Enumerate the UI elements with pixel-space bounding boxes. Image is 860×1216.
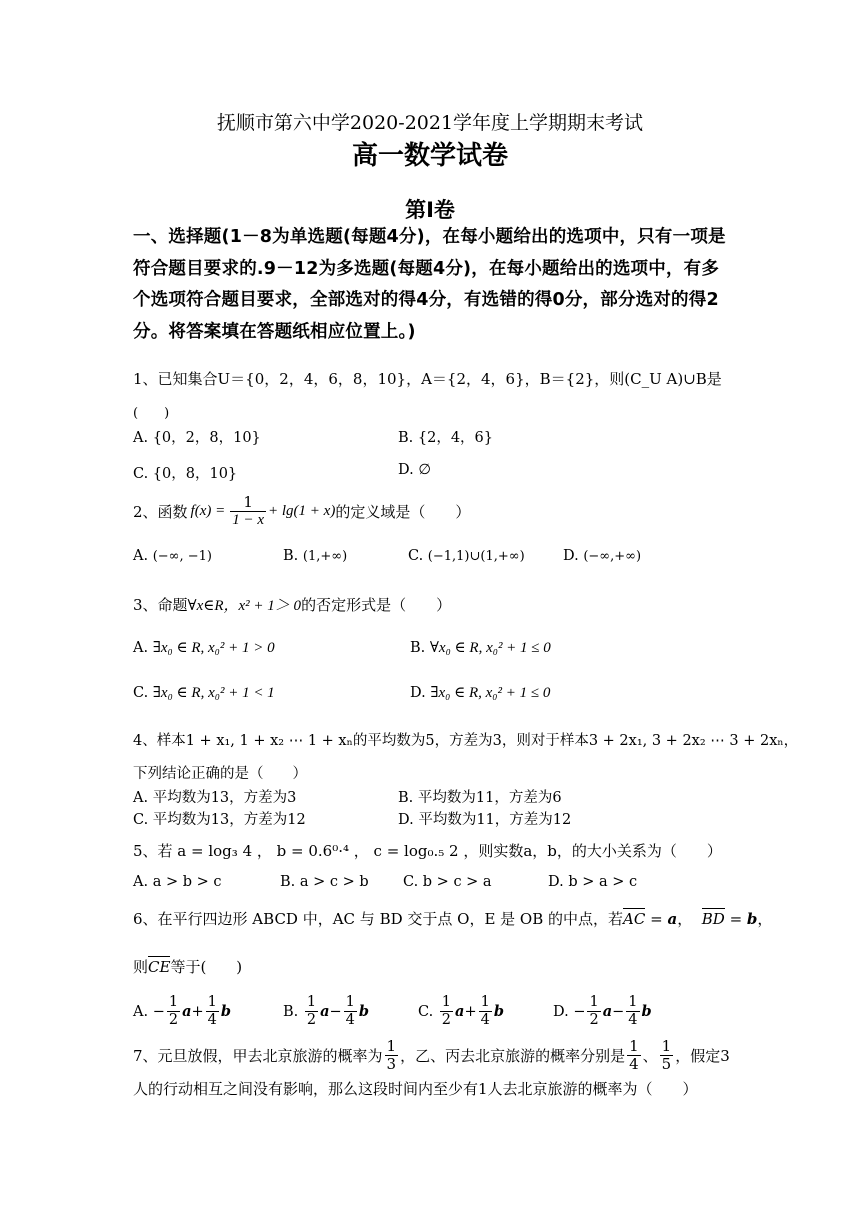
- q3-option-b: B. ∀x₀ ∈ R, x₀² + 1 ≤ 0: [410, 640, 551, 656]
- q5-option-d: D. b > a > c: [548, 874, 638, 890]
- q2-option-a: A. (−∞, −1): [133, 548, 212, 564]
- q3-stem: 3、命题∀x∈R，x² + 1＞ 0的否定形式是（ ）: [133, 596, 452, 614]
- q6-stem: 6、在平行四边形 ABCD 中，AC 与 BD 交于点 O，E 是 OB 的中点，若AC = a， BD = b，: [133, 910, 773, 928]
- q1-option-c: C. {0，8，10}: [133, 466, 238, 482]
- exam-title: 高一数学试卷: [351, 141, 508, 171]
- q4-option-c: C. 平均数为13，方差为12: [133, 812, 306, 828]
- volume-heading: 第Ⅰ卷: [405, 198, 455, 222]
- q3-option-d: D. ∃x₀ ∈ R, x₀² + 1 ≤ 0: [410, 685, 551, 701]
- q6-option-d: D. − $\frac{1}{2}$ a − $\frac{1}{4}$ b: [553, 994, 652, 1028]
- q6-option-a: A. − $\frac{1}{2}$ a + $\frac{1}{4}$ b: [133, 994, 232, 1028]
- q4-stem-cont: 下列结论正确的是（ ）: [133, 766, 307, 782]
- q4-stem: 4、样本1 + x₁, 1 + x₂ ⋯ 1 + xₙ的平均数为5，方差为3，则对于样本3 + 2x₁, 3 + 2x₂ ⋯ 3 + 2xₙ，: [133, 733, 799, 749]
- q6-option-b: B. $\frac{1}{2}$ a − $\frac{1}{4}$ b: [283, 994, 370, 1028]
- q2-prefix: 2、函数: [133, 503, 188, 521]
- q7-stem-cont: 人的行动相互之间没有影响，那么这段时间内至少有1人去北京旅游的概率为（ ）: [133, 1080, 698, 1098]
- q1-stem-cont: [133, 402, 169, 421]
- section-instructions: 一、选择题(1－8为单选题(每题4分)，在每小题给出的选项中，只有一项是符合题目要求的.9－12为多选题(每题4分)，在每小题给出的选项中，有多个选项符合题目要求，全部选对的得4分，有选错的得0分，部分选对的得2分。将答案填在答题纸相应位置上。): [133, 227, 726, 342]
- q2-option-d: D. (−∞,+∞): [563, 548, 642, 564]
- q2-stem: [133, 494, 470, 529]
- q1-option-d: D. ∅: [398, 462, 431, 478]
- q2-option-c: C. (−1,1)∪(1,+∞): [408, 548, 525, 564]
- q2-log-term: + lg(1 + x): [268, 503, 336, 519]
- q1-stem: 1、已知集合U＝{0，2，4，6，8，10}，A＝{2，4，6}，B＝{2}，则(C_U A)∪B是: [133, 370, 722, 388]
- q3-option-a: A. ∃x₀ ∈ R, x₀² + 1 > 0: [133, 640, 275, 656]
- q4-option-d: D. 平均数为11，方差为12: [398, 812, 572, 828]
- q2-fraction: $\frac{1}{1 - x}$: [232, 493, 265, 528]
- q3-option-c: C. ∃x₀ ∈ R, x₀² + 1 < 1: [133, 685, 275, 701]
- q5-option-b: B. a > c > b: [280, 874, 369, 890]
- q4-option-b: B. 平均数为11，方差为6: [398, 790, 562, 806]
- q5-stem: 5、若 a = log₃ 4 ， b = 0.6⁰·⁴ ， c = log₀.₅ 2 ，则实数a，b，的大小关系为（ ）: [133, 842, 722, 860]
- q1-paren: ( ): [133, 406, 170, 421]
- q2-function: f(x) =: [190, 503, 226, 519]
- q1-option-a: A. {0，2，8，10}: [133, 430, 261, 446]
- q5-option-a: A. a > b > c: [133, 874, 222, 890]
- q7-stem: 7、元旦放假，甲去北京旅游的概率为 $\frac{1}{3}$ ，乙、丙去北京旅游的概率分别是 $\frac{1}{4}$ 、 $\frac{1}{5}$ ，假定3: [133, 1037, 730, 1073]
- q1-option-b: B. {2，4，6}: [398, 430, 494, 446]
- q6-option-c: C. $\frac{1}{2}$ a + $\frac{1}{4}$ b: [418, 994, 504, 1028]
- q4-option-a: A. 平均数为13，方差为3: [133, 790, 297, 806]
- school-header: 抚顺市第六中学2020-2021学年度上学期期末考试: [216, 112, 644, 134]
- q5-option-c: C. b > c > a: [403, 874, 492, 890]
- q2-suffix: 的定义域是（ ）: [335, 503, 471, 521]
- q6-stem-cont: 则CE等于( ): [133, 958, 243, 976]
- q2-option-b: B. (1,+∞): [283, 548, 348, 564]
